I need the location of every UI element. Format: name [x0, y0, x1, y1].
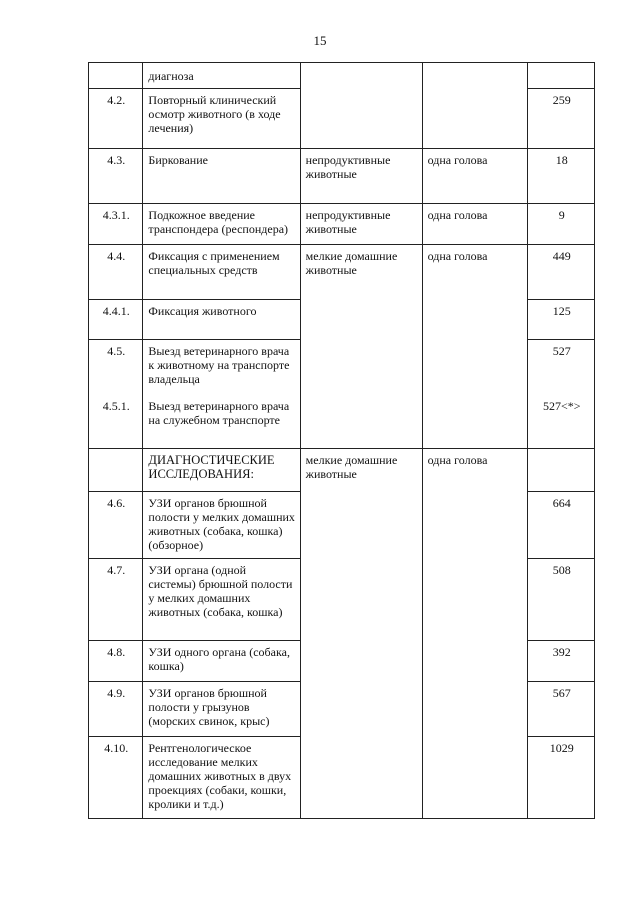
animal-type: мелкие домашние животные — [300, 245, 422, 449]
service-name — [143, 340, 300, 395]
price: 9 — [528, 204, 595, 245]
item-number: 4.9. — [89, 682, 143, 737]
unit — [422, 63, 528, 149]
table-row — [89, 204, 595, 245]
price — [528, 63, 595, 89]
item-number: 4.10. — [89, 737, 143, 819]
price: 508 — [528, 559, 595, 641]
unit: одна голова — [422, 204, 528, 245]
section-heading: ДИАГНОСТИЧЕСКИЕ ИССЛЕДОВАНИЯ: — [143, 449, 300, 492]
price — [528, 340, 595, 395]
service-name: Подкожное введение транспондера (респондера) — [143, 204, 300, 245]
item-number: 4.3. — [89, 149, 143, 204]
animal-type — [300, 63, 422, 149]
page-number: 15 — [313, 33, 327, 48]
price: 527<*> — [528, 395, 595, 449]
table-row — [89, 449, 595, 492]
service-name: Повторный клинический осмотр животного (в ходе лечения) — [143, 89, 300, 149]
price: 1029 — [528, 737, 595, 819]
item-number: 4.3.1. — [89, 204, 143, 245]
price: 259 — [528, 89, 595, 149]
unit: одна голова — [422, 449, 528, 819]
item-number: 4.5.1. — [89, 395, 143, 449]
item-number: 4.2. — [89, 89, 143, 149]
unit: одна голова — [422, 245, 528, 449]
service-name: диагноза — [143, 63, 300, 89]
service-name: Биркование — [143, 149, 300, 204]
service-name: Фиксация с применением специальных средств — [143, 245, 300, 300]
service-name: УЗИ органов брюшной полости у грызунов (морских свинок, крыс) — [143, 682, 300, 737]
table-row — [89, 63, 595, 89]
item-number: 4.6. — [89, 492, 143, 559]
service-name-label: Выезд ветеринарного врача к животному на транспорте владельца — [148, 344, 290, 386]
service-name: УЗИ одного органа (собака, кошка) — [143, 641, 300, 682]
price-table — [88, 62, 595, 819]
item-number: 4.8. — [89, 641, 143, 682]
animal-type: непродуктивные животные — [300, 204, 422, 245]
service-name: Выезд ветеринарного врача на служебном транспорте — [143, 395, 300, 449]
price: 18 — [528, 149, 595, 204]
price: 664 — [528, 492, 595, 559]
service-name: Рентгенологическое исследование мелких домашних животных в двух проекциях (собаки, кошки, кролики и т.д.) — [143, 737, 300, 819]
service-name: УЗИ органов брюшной полости у мелких домашних животных (собака, кошка) (обзорное) — [143, 492, 300, 559]
unit: одна голова — [422, 149, 528, 204]
item-number: 4.4. — [89, 245, 143, 300]
item-number: 4.4.1. — [89, 300, 143, 340]
price-label: 527 — [552, 344, 571, 358]
item-number-label: 4.5. — [107, 344, 126, 358]
item-number — [89, 449, 143, 492]
animal-type: непродуктивные животные — [300, 149, 422, 204]
price: 449 — [528, 245, 595, 300]
item-number — [89, 63, 143, 89]
price: 392 — [528, 641, 595, 682]
table-row — [89, 149, 595, 204]
service-name: Фиксация животного — [143, 300, 300, 340]
item-number: 4.7. — [89, 559, 143, 641]
animal-type: мелкие домашние животные — [300, 449, 422, 819]
table-row — [89, 245, 595, 300]
price: 567 — [528, 682, 595, 737]
item-number — [89, 340, 143, 395]
service-name: УЗИ органа (одной системы) брюшной полости у мелких домашних животных (собака, кошка) — [143, 559, 300, 641]
price: 125 — [528, 300, 595, 340]
price — [528, 449, 595, 492]
